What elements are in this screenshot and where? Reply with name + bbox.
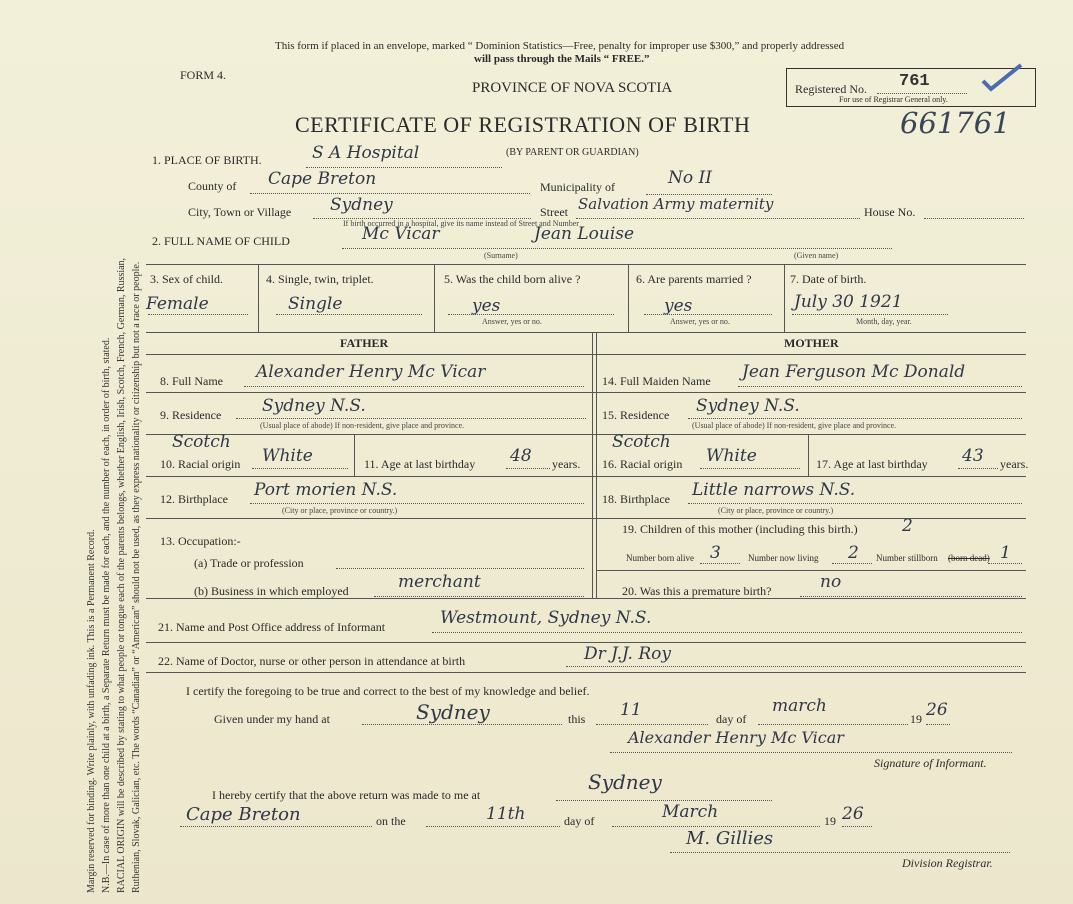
father-birthplace-value: Port morien N.S.	[254, 480, 398, 500]
registered-label: Registered No.	[795, 82, 867, 96]
premature-label: 20. Was this a premature birth?	[622, 584, 772, 598]
check-mark-icon	[977, 63, 1027, 93]
doctor-value: Dr J.J. Roy	[584, 644, 672, 664]
registration-county-value: Cape Breton	[186, 804, 301, 825]
margin-note-4: Ruthenian, Slovak, Galician, etc. The words “Canadian” or “American” should not be used, as they express nationality or citizenship but not a race or people.	[131, 261, 142, 893]
margin-note-2: N.B.—In case of more than one child at a birth, a Separate Return must be made for each, and the number of each, in order of birth, stated.	[101, 337, 112, 893]
father-residence-label: 9. Residence	[160, 408, 222, 422]
father-race-label: 10. Racial origin	[160, 457, 241, 471]
certify-text: I certify the foregoing to be true and correct to the best of my knowledge and belief.	[186, 684, 590, 698]
children-value: 2	[902, 516, 913, 536]
postal-notice-1: This form if placed in an envelope, marked “ Dominion Statistics—Free, penalty for improper use $300,” and properly addressed	[275, 40, 845, 52]
dob-caption: Month, day, year.	[856, 317, 912, 326]
postal-notice-2: will pass through the Mails “ FREE.”	[474, 53, 650, 65]
born-alive-label: Number born alive	[626, 553, 694, 563]
by-parent-label: (BY PARENT OR GUARDIAN)	[506, 147, 639, 158]
mother-age-value: 43	[962, 446, 984, 466]
mother-age-label: 17. Age at last birthday	[816, 457, 928, 471]
registration-day-of-label: day of	[564, 814, 595, 828]
mother-name-value: Jean Ferguson Mc Donald	[742, 362, 966, 382]
given-name-value: Jean Louise	[534, 224, 635, 244]
mother-race-label: 16. Racial origin	[602, 457, 683, 471]
city-label: City, Town or Village	[188, 205, 292, 219]
registration-year-prefix: 19	[824, 814, 836, 828]
married-value: yes	[664, 296, 693, 316]
county-label: County of	[188, 179, 237, 193]
dob-value: July 30 1921	[794, 292, 903, 312]
single-value: Single	[288, 294, 343, 314]
mother-heading: MOTHER	[784, 336, 839, 350]
mother-usual-caption: (Usual place of abode) If non-resident, give place and province.	[692, 421, 897, 430]
mother-birthplace-caption: (City or place, province or country.)	[718, 506, 834, 515]
city-value: Sydney	[330, 195, 393, 215]
father-usual-caption: (Usual place of abode) If non-resident, give place and province.	[260, 421, 465, 430]
province-heading: PROVINCE OF NOVA SCOTIA	[472, 80, 673, 96]
premature-value: no	[820, 572, 842, 592]
on-the-label: on the	[376, 814, 406, 828]
father-race-b: White	[262, 446, 313, 466]
registration-month-value: March	[662, 802, 719, 822]
father-race-a: Scotch	[172, 432, 231, 452]
sex-value: Female	[146, 294, 209, 314]
occupation-label: 13. Occupation:-	[160, 534, 241, 548]
informant-label: 21. Name and Post Office address of Informant	[158, 620, 386, 634]
registrar-signature: M. Gillies	[686, 828, 774, 849]
sex-label: 3. Sex of child.	[150, 272, 223, 286]
mother-birthplace-value: Little narrows N.S.	[692, 480, 856, 500]
municipality-value: No II	[668, 168, 712, 188]
registrar-note: For use of Registrar General only.	[839, 95, 948, 104]
father-heading: FATHER	[340, 336, 389, 350]
alive-value: yes	[472, 296, 501, 316]
married-caption: Answer, yes or no.	[670, 317, 730, 326]
registered-box	[786, 68, 1036, 107]
father-name-value: Alexander Henry Mc Vicar	[256, 362, 486, 382]
given-month-value: march	[772, 696, 827, 716]
single-label: 4. Single, twin, triplet.	[266, 272, 374, 286]
hospital-note: If birth occurred in a hospital, give its name instead of Street and Number	[343, 219, 579, 228]
alive-caption: Answer, yes or no.	[482, 317, 542, 326]
house-no-label: House No.	[864, 205, 916, 219]
mother-race-a: Scotch	[612, 432, 671, 452]
street-value: Salvation Army maternity	[578, 195, 774, 213]
form-number: FORM 4.	[180, 68, 227, 82]
doctor-label: 22. Name of Doctor, nurse or other person in attendance at birth	[158, 654, 466, 668]
children-label: 19. Children of this mother (including this birth.)	[622, 522, 858, 536]
stillborn-value: 1	[1000, 543, 1011, 563]
margin-note-1: Margin reserved for binding. Write plainly, with unfading ink. This is a Permanent Record.	[86, 529, 97, 893]
day-of-label: day of	[716, 712, 747, 726]
given-day-value: 11	[620, 700, 642, 720]
father-residence-value: Sydney N.S.	[262, 396, 366, 416]
father-age-value: 48	[510, 446, 532, 466]
born-dead-label: (born dead)	[948, 553, 990, 563]
this-label: this	[568, 712, 586, 726]
mother-name-label: 14. Full Maiden Name	[602, 374, 711, 388]
registration-day-value: 11th	[486, 804, 526, 824]
father-name-label: 8. Full Name	[160, 374, 223, 388]
given-name-caption: (Given name)	[794, 251, 839, 260]
signature-caption: Signature of Informant.	[874, 756, 987, 770]
father-birthplace-caption: (City or place, province or country.)	[282, 506, 398, 515]
business-label: (b) Business in which employed	[194, 584, 349, 598]
surname-caption: (Surname)	[484, 251, 518, 260]
surname-value: Mc Vicar	[362, 224, 440, 244]
mother-birthplace-label: 18. Birthplace	[602, 492, 670, 506]
given-year-value: 26	[926, 700, 948, 720]
margin-note-3: RACIAL ORIGIN will be described by stating to what people or tongue each of the parents belongs, whether English, Irish, Scotch, French, German, Russian,	[116, 257, 127, 893]
mother-residence-value: Sydney N.S.	[696, 396, 800, 416]
registered-number: 761	[899, 72, 930, 91]
married-label: 6. Are parents married ?	[636, 272, 752, 286]
county-value: Cape Breton	[268, 169, 377, 189]
stillborn-label: Number stillborn	[876, 553, 938, 563]
given-year-prefix: 19	[910, 712, 922, 726]
trade-label: (a) Trade or profession	[194, 556, 304, 570]
mother-race-b: White	[706, 446, 757, 466]
hereby-label: I hereby certify that the above return was made to me at	[212, 788, 481, 802]
father-age-label: 11. Age at last birthday	[364, 457, 476, 471]
informant-value: Westmount, Sydney N.S.	[440, 608, 652, 628]
dob-label: 7. Date of birth.	[790, 272, 867, 286]
registration-year-value: 26	[842, 804, 864, 824]
certificate-number: 661761	[900, 106, 1011, 140]
place-of-birth-label: 1. PLACE OF BIRTH.	[152, 153, 262, 167]
now-living-value: 2	[848, 543, 859, 563]
mother-residence-label: 15. Residence	[602, 408, 670, 422]
business-value: merchant	[398, 572, 481, 592]
mother-years: years.	[1000, 457, 1029, 471]
alive-label: 5. Was the child born alive ?	[444, 272, 581, 286]
now-living-label: Number now living	[748, 553, 819, 563]
registration-place-value: Sydney	[588, 770, 662, 794]
given-place-value: Sydney	[416, 700, 490, 724]
father-birthplace-label: 12. Birthplace	[160, 492, 228, 506]
place-of-birth-value: S A Hospital	[312, 143, 420, 163]
born-alive-value: 3	[710, 543, 721, 563]
certificate-title: CERTIFICATE OF REGISTRATION OF BIRTH	[295, 112, 751, 137]
informant-signature: Alexander Henry Mc Vicar	[628, 728, 844, 747]
division-registrar-caption: Division Registrar.	[902, 856, 993, 870]
given-under-label: Given under my hand at	[214, 712, 330, 726]
municipality-label: Municipality of	[540, 180, 615, 194]
father-years: years.	[552, 457, 581, 471]
full-name-label: 2. FULL NAME OF CHILD	[152, 234, 290, 248]
street-label: Street	[540, 205, 568, 219]
